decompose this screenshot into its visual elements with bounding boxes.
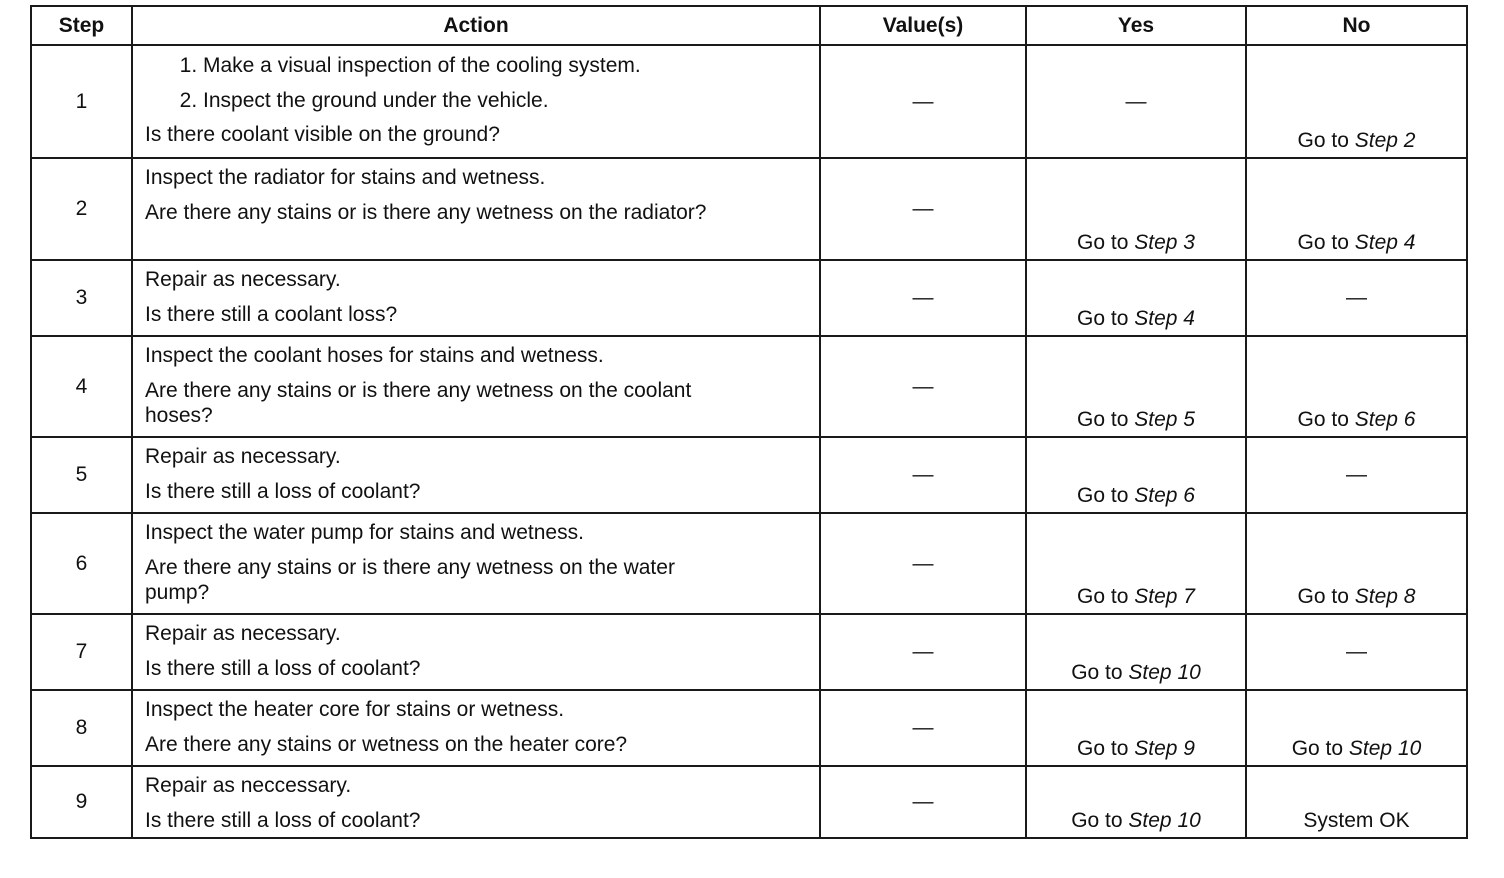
step-number: 9 — [31, 766, 132, 838]
no-cell: Go to Step 6 — [1246, 336, 1467, 437]
table-row — [31, 437, 1467, 513]
step-number: 7 — [31, 614, 132, 690]
yes-cell: Go to Step 4 — [1026, 260, 1246, 336]
action-question: Is there still a loss of coolant? — [145, 809, 421, 832]
action-question: Is there still a loss of coolant? — [145, 480, 421, 503]
step-number: 2 — [31, 158, 132, 260]
action-question: Is there still a coolant loss? — [145, 303, 398, 326]
no-cell: — — [1246, 437, 1467, 513]
action-question: Are there any stains or is there any wetness on the water pump? — [145, 556, 675, 604]
table-row — [31, 260, 1467, 336]
table-row — [31, 158, 1467, 260]
action-instruction: Inspect the radiator for stains and wetness. — [145, 166, 546, 189]
step-reference: Step 8 — [1354, 585, 1416, 608]
action-instruction: Repair as neccessary. — [145, 774, 352, 797]
step-reference: Step 9 — [1134, 737, 1195, 760]
header-yes: Yes — [1026, 6, 1246, 45]
step-number: 5 — [31, 437, 132, 513]
step-reference: Step 10 — [1128, 809, 1201, 832]
no-cell: Go to Step 4 — [1246, 158, 1467, 260]
step-reference: Step 6 — [1354, 408, 1416, 431]
action-cell — [132, 336, 820, 437]
action-list-item: 1. Make a visual inspection of the cooling system. — [203, 48, 809, 83]
yes-cell: Go to Step 5 — [1026, 336, 1246, 437]
action-list-item: 2. Inspect the ground under the vehicle. — [203, 83, 809, 118]
table-row — [31, 45, 1467, 158]
action-cell — [132, 766, 820, 838]
step-reference: Step 3 — [1134, 231, 1195, 254]
step-number: 1 — [31, 45, 132, 158]
action-cell — [132, 614, 820, 690]
step-number: 4 — [31, 336, 132, 437]
value-cell: — — [820, 690, 1026, 766]
action-instruction: Repair as necessary. — [145, 445, 341, 468]
table-row — [31, 690, 1467, 766]
action-instruction: Repair as necessary. — [145, 268, 341, 291]
header-action: Action — [132, 6, 820, 45]
table-row — [31, 336, 1467, 437]
action-cell — [132, 513, 820, 614]
action-question: Are there any stains or is there any wetness on the coolant hoses? — [145, 379, 692, 427]
table-row — [31, 513, 1467, 614]
diagnostic-table — [30, 5, 1468, 839]
step-reference: Step 2 — [1354, 129, 1416, 152]
value-cell: — — [820, 766, 1026, 838]
no-cell: Go to Step 10 — [1246, 690, 1467, 766]
value-cell: — — [820, 513, 1026, 614]
step-reference: Step 5 — [1134, 408, 1195, 431]
action-question: Are there any stains or is there any wetness on the radiator? — [145, 201, 707, 224]
action-cell — [132, 158, 820, 260]
step-number: 3 — [31, 260, 132, 336]
yes-cell: Go to Step 3 — [1026, 158, 1246, 260]
step-number: 8 — [31, 690, 132, 766]
action-question: Are there any stains or wetness on the heater core? — [145, 733, 628, 756]
action-cell — [132, 437, 820, 513]
result-text: System OK — [1303, 809, 1410, 832]
yes-cell: Go to Step 9 — [1026, 690, 1246, 766]
header-step: Step — [31, 6, 132, 45]
step-reference: Step 6 — [1134, 484, 1195, 507]
header-no: No — [1246, 6, 1467, 45]
no-cell — [1246, 766, 1467, 838]
value-cell: — — [820, 260, 1026, 336]
step-reference: Step 10 — [1128, 661, 1201, 684]
no-cell: Go to Step 8 — [1246, 513, 1467, 614]
action-instruction: Inspect the coolant hoses for stains and wetness. — [145, 344, 604, 367]
no-cell: — — [1246, 614, 1467, 690]
table-row — [31, 766, 1467, 838]
yes-cell: Go to Step 6 — [1026, 437, 1246, 513]
action-question: Is there coolant visible on the ground? — [145, 123, 500, 146]
value-cell: — — [820, 336, 1026, 437]
action-list — [145, 48, 809, 118]
yes-cell: Go to Step 10 — [1026, 614, 1246, 690]
action-cell — [132, 690, 820, 766]
yes-cell: Go to Step 7 — [1026, 513, 1246, 614]
no-cell: Go to Step 2 — [1246, 45, 1467, 158]
yes-cell: Go to Step 10 — [1026, 766, 1246, 838]
value-cell: — — [820, 158, 1026, 260]
table-row — [31, 614, 1467, 690]
action-instruction: Repair as necessary. — [145, 622, 341, 645]
step-reference: Step 7 — [1134, 585, 1195, 608]
step-reference: Step 10 — [1348, 737, 1422, 760]
value-cell: — — [820, 437, 1026, 513]
step-number: 6 — [31, 513, 132, 614]
action-cell — [132, 45, 820, 158]
step-reference: Step 4 — [1354, 231, 1416, 254]
header-values: Value(s) — [820, 6, 1026, 45]
action-instruction: Inspect the heater core for stains or wetness. — [145, 698, 565, 721]
value-cell: — — [820, 614, 1026, 690]
action-question: Is there still a loss of coolant? — [145, 657, 421, 680]
value-cell: — — [820, 45, 1026, 158]
no-cell: — — [1246, 260, 1467, 336]
yes-cell: — — [1026, 45, 1246, 158]
action-instruction: Inspect the water pump for stains and wetness. — [145, 521, 584, 544]
step-reference: Step 4 — [1134, 307, 1195, 330]
action-cell — [132, 260, 820, 336]
header-row — [31, 6, 1467, 45]
